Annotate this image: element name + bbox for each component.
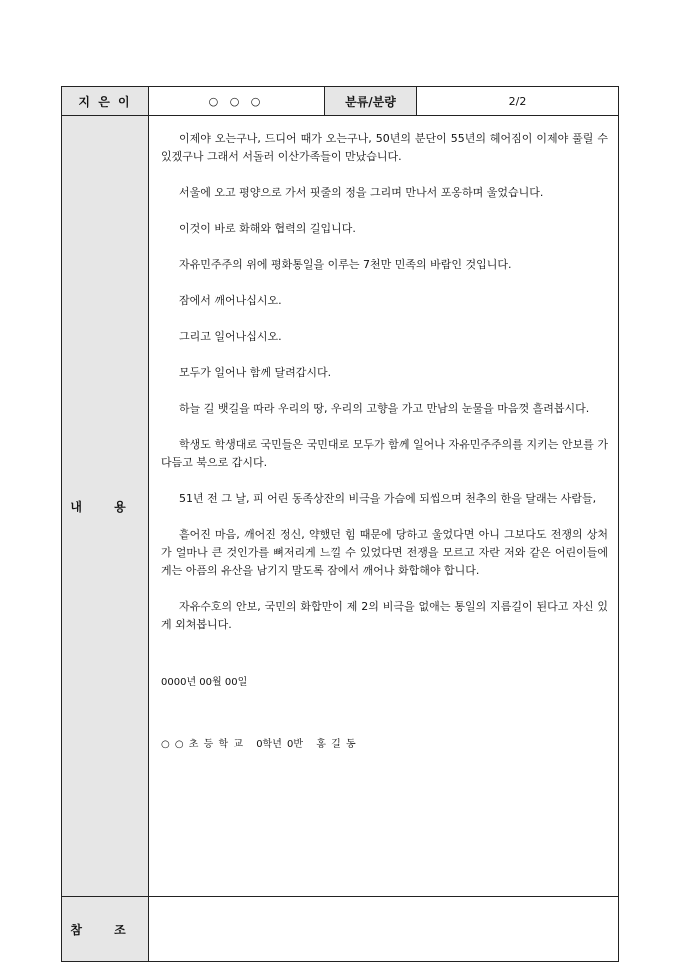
paragraph-12: 자유수호의 안보, 국민의 화합만이 제 2의 비극을 없애는 통일의 지름길이 된다고 자신 있게 외쳐봅니다. (161, 600, 608, 631)
paragraph-9: 학생도 학생대로 국민들은 국민대로 모두가 함께 일어나 자유민주주의를 지키는 안보를 가다듬고 북으로 갑시다. (161, 438, 608, 469)
paragraph-10: 51년 전 그 날, 피 어린 동족상잔의 비극을 가슴에 되씹으며 천추의 한을 달래는 사람들, (179, 492, 597, 505)
paragraph-6: 그리고 일어나십시오. (179, 330, 282, 343)
author-value: ○ ○ ○ (149, 87, 325, 116)
paragraph-1: 이제야 오는구나, 드디어 때가 오는구나, 50년의 분단이 55년의 헤어짐이 이제야 풀릴 수 있겠구나 그래서 서돌러 이산가족들이 만났습니다. (161, 132, 608, 163)
content-row (62, 116, 619, 897)
essay-form-table (61, 86, 619, 962)
category-value: 2/2 (417, 87, 619, 116)
signature-name: 홍 길 동 (316, 739, 356, 750)
essay-date: 0000년 00월 00일 (161, 677, 248, 688)
paragraph-2: 서울에 오고 평양으로 가서 핏줄의 정을 그리며 만나서 포옹하며 울었습니다. (179, 186, 544, 199)
signature (161, 736, 608, 754)
paragraph-11: 흩어진 마음, 깨어진 정신, 약했던 힘 때문에 당하고 울었다면 아니 그보다도 전쟁의 상처가 얼마나 큰 것인가를 뼈저리게 느낄 수 있었다면 전쟁을 모르고 자란 저와 같은 어린이들에게는 아픔의 유산을 남기지 말도록 잠에서 깨어나 화합해야 합니다. (161, 528, 608, 577)
signature-grade-class: 0학년 0반 (256, 739, 304, 750)
paragraph-7: 모두가 일어나 함께 달려갑시다. (179, 366, 332, 379)
reference-cell (149, 897, 619, 962)
paragraph-8: 하늘 길 뱃길을 따라 우리의 땅, 우리의 고향을 가고 만남의 눈물을 마음껏 흘려봅시다. (179, 402, 590, 415)
author-label: 지 은 이 (62, 87, 149, 116)
category-label: 분류/분량 (325, 87, 417, 116)
paragraph-3: 이것이 바로 화해와 협력의 길입니다. (179, 222, 356, 235)
header-row (62, 87, 619, 116)
reference-row (62, 897, 619, 962)
essay-content (149, 116, 618, 754)
paragraph-4: 자유민주주의 위에 평화통일을 이루는 7천만 민족의 바람인 것입니다. (179, 258, 512, 271)
content-label: 내 용 (62, 116, 149, 897)
signature-school: ○ ○ 초 등 학 교 (161, 739, 243, 750)
content-cell (149, 116, 619, 897)
reference-label: 참 조 (62, 897, 149, 962)
paragraph-5: 잠에서 깨어나십시오. (179, 294, 282, 307)
